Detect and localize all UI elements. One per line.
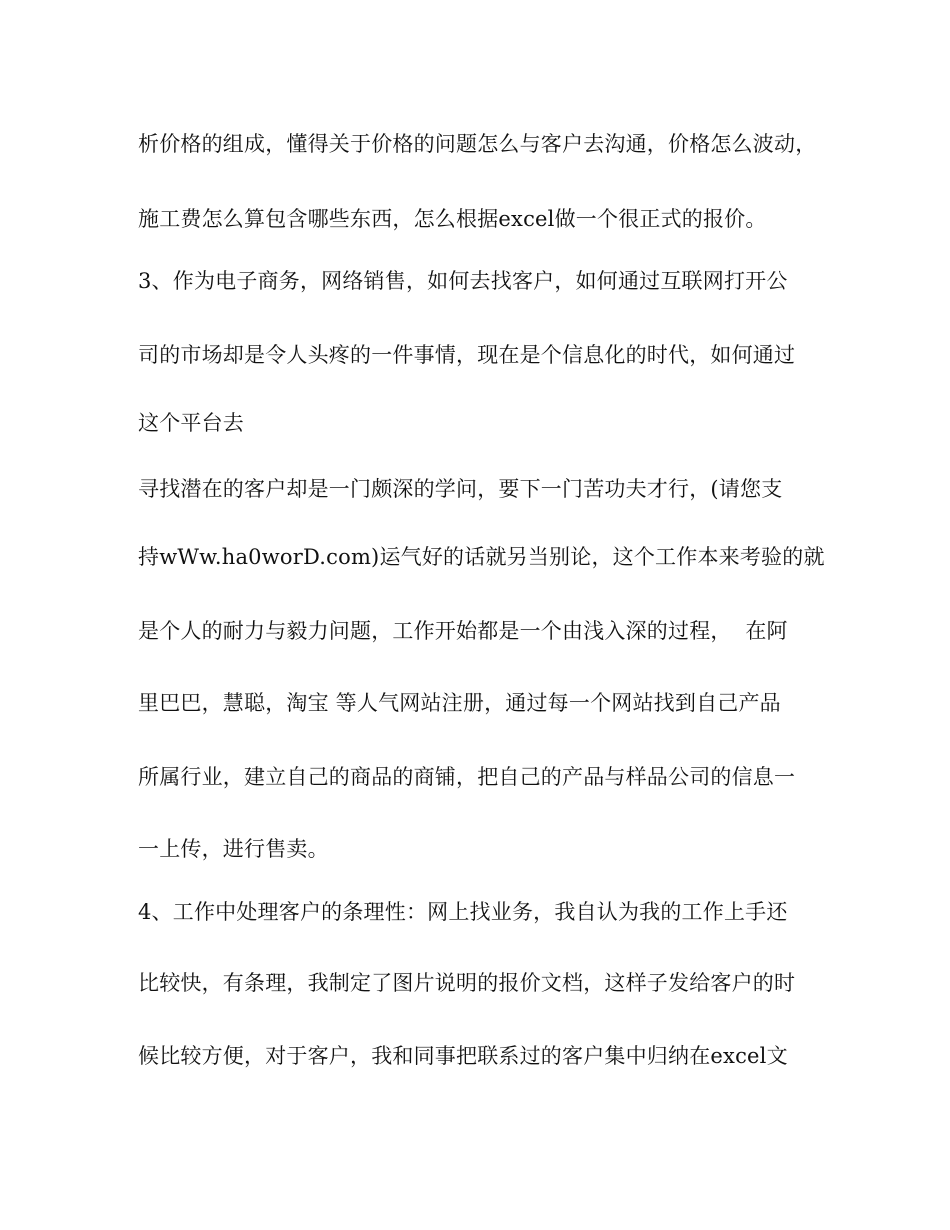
paragraph-line: 里巴巴，慧聪，淘宝 等人气网站注册，通过每一个网站找到自己产品 bbox=[138, 691, 781, 715]
paragraph-line: 比较快，有条理，我制定了图片说明的报价文档，这样子发给客户的时 bbox=[138, 971, 796, 995]
paragraph-line: 候比较方便，对于客户，我和同事把联系过的客户集中归纳在excel文 bbox=[138, 1044, 788, 1068]
paragraph-line: 是个人的耐力与毅力问题，工作开始都是一个由浅入深的过程， 在阿 bbox=[138, 619, 788, 643]
paragraph-line: 所属行业，建立自己的商品的商铺，把自己的产品与样品公司的信息一 bbox=[138, 765, 796, 789]
paragraph-line: 寻找潜在的客户却是一门颇深的学问，要下一门苦功夫才行，(请您支 bbox=[138, 477, 783, 501]
paragraph-line: 施工费怎么算包含哪些东西，怎么根据excel做一个很正式的报价。 bbox=[138, 207, 767, 231]
paragraph-line: 持wWw.ha0worD.com)运气好的话就另当别论，这个工作本来考验的就 bbox=[138, 545, 825, 569]
paragraph-line: 司的市场却是令人头疼的一件事情，现在是个信息化的时代，如何通过 bbox=[138, 343, 796, 367]
paragraph-line: 一上传，进行售卖。 bbox=[138, 837, 329, 861]
paragraph-line: 3、作为电子商务，网络销售，如何去找客户，如何通过互联网打开公 bbox=[138, 269, 788, 293]
paragraph-line: 这个平台去 bbox=[138, 411, 244, 435]
paragraph-line: 4、工作中处理客户的条理性：网上找业务，我自认为我的工作上手还 bbox=[138, 900, 788, 924]
paragraph-line: 析价格的组成，懂得关于价格的问题怎么与客户去沟通，价格怎么波动， bbox=[138, 132, 817, 156]
